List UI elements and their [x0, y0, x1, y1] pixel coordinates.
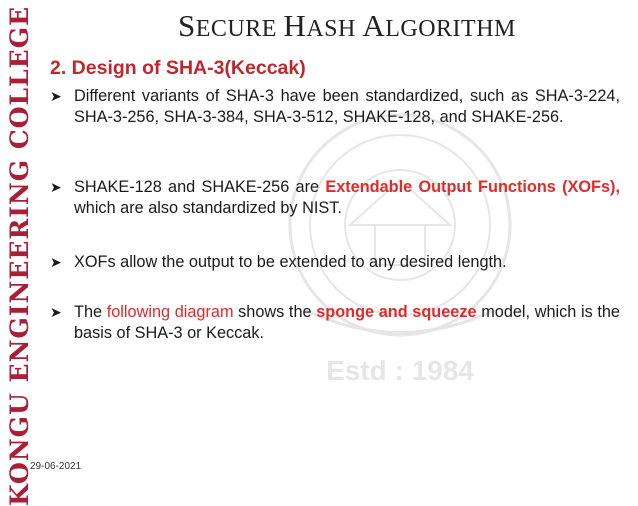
bullet-text-part: which are also standardized by NIST. — [74, 198, 342, 217]
bullet-highlight: Extendable Output Functions (XOFs), — [325, 178, 620, 196]
college-name-vertical: KONGU ENGINEERING COLLEGE — [5, 5, 34, 506]
title-w1: ECURE — [195, 16, 284, 42]
title-s3: A — [362, 8, 386, 43]
bullet-text-part: The — [74, 303, 107, 321]
title-w3: LGORITHM — [385, 16, 516, 42]
slide-date: 29-06-2021 — [30, 461, 82, 472]
bullet-arrow-icon: ➤ — [50, 179, 62, 195]
bullet-text — [74, 177, 620, 218]
title-s1: S — [178, 8, 196, 43]
bullet-arrow-icon: ➤ — [50, 254, 62, 270]
page-title — [178, 8, 516, 44]
bullet-text-part: shows the — [233, 303, 317, 321]
bullet-text-part: SHAKE-128 and SHAKE-256 are — [74, 178, 326, 196]
watermark-established: Estd : 1984 — [326, 355, 474, 386]
bullet-text: XOFs allow the output to be extended to any desired length. — [74, 253, 507, 271]
bullet-arrow-icon: ➤ — [50, 88, 62, 104]
bullet-highlight: following diagram — [106, 303, 234, 321]
bullet-highlight: sponge and squeeze — [316, 303, 477, 321]
title-w2: ASH — [306, 16, 363, 42]
bullet-text — [74, 302, 620, 343]
bullet-text: Different variants of SHA-3 have been standardized, such as SHA-3-224, SHA-3-256, SHA-3-384, SHA-3-512, SHAKE-128, and SHAKE-256. — [74, 87, 620, 126]
college-emblem-watermark — [245, 105, 555, 395]
bullet-text-part: model, which is the basis of SHA-3 or Keccak. — [74, 303, 620, 342]
title-s2: H — [283, 8, 307, 43]
section-heading: 2. Design of SHA-3(Keccak) — [50, 57, 306, 79]
bullet-arrow-icon: ➤ — [50, 304, 62, 320]
